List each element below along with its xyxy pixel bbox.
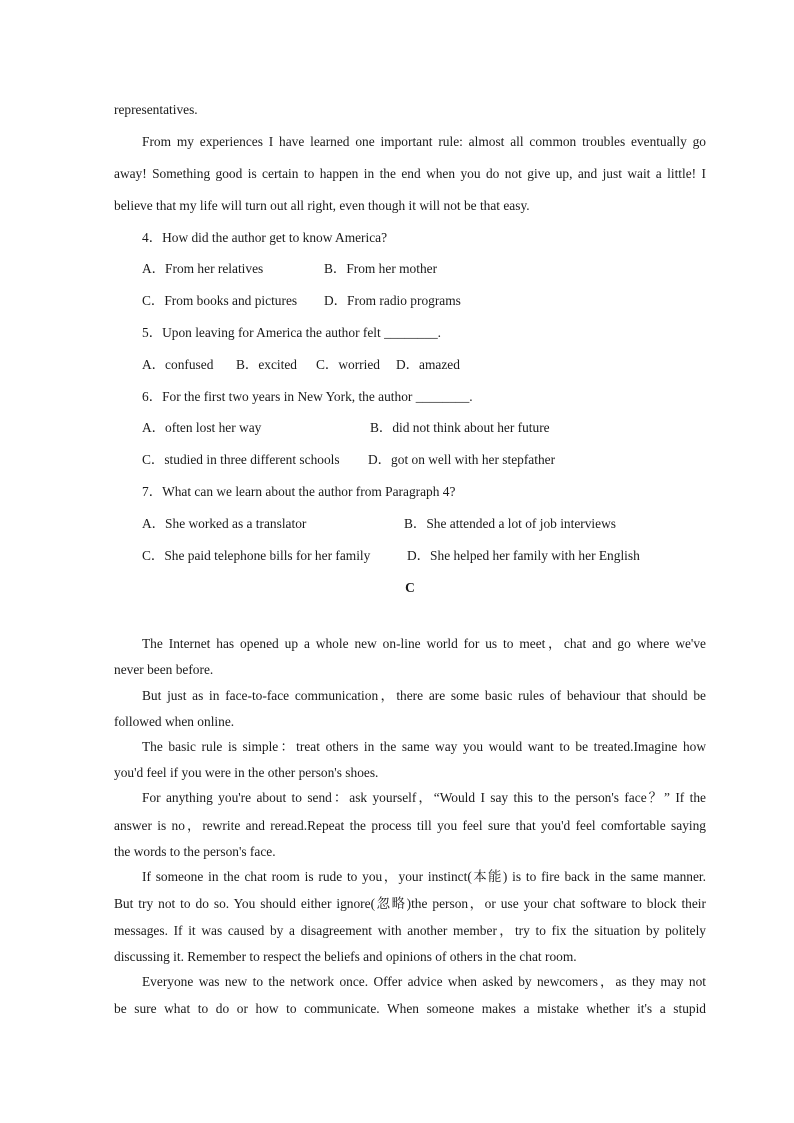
question-6-stem: 6．For the first two years in New York, the author ________. — [142, 389, 473, 404]
section-c-line-2: never been before. — [114, 662, 214, 677]
question-5-stem: 5．Upon leaving for America the author felt ________. — [142, 325, 441, 340]
section-c-line-3: But just as in face-to-face communication，there are some basic rules of behaviour that should be — [142, 688, 706, 703]
section-c-line-13: discussing it. Remember to respect the beliefs and opinions of others in the chat room. — [114, 949, 577, 964]
question-5-option-b: B．excited — [236, 357, 297, 372]
section-c-line-14: Everyone was new to the network once. Offer advice when asked by newcomers，as they may not — [142, 974, 706, 989]
section-c-line-8: answer is no，rewrite and reread.Repeat the process till you feel sure that you'd feel comfortable saying — [114, 818, 706, 833]
question-4-option-a: A．From her relatives — [142, 261, 264, 276]
section-c-line-12: messages. If it was caused by a disagreement with another member，try to fix the situation by politely — [114, 923, 706, 938]
question-7-option-a: A．She worked as a translator — [142, 516, 307, 531]
question-7-option-c: C．She paid telephone bills for her family — [142, 548, 371, 563]
question-7-stem: 7．What can we learn about the author from Paragraph 4? — [142, 484, 456, 499]
question-6-option-d: D．got on well with her stepfather — [368, 452, 556, 467]
question-6-option-a: A．often lost her way — [142, 420, 262, 435]
section-c-line-15: be sure what to do or how to communicate. When someone makes a mistake whether it's a stupid — [114, 1001, 706, 1016]
section-c-line-5: The basic rule is simple：treat others in the same way you would want to be treated.Imagine how — [142, 739, 706, 754]
question-7-option-d: D．She helped her family with her English — [407, 548, 640, 563]
passage-b-line-3: away! Something good is certain to happen in the end when you do not give up, and just wait a little! I — [114, 166, 706, 181]
section-c-line-1: The Internet has opened up a whole new on-line world for us to meet，chat and go where we've — [142, 636, 706, 651]
section-c-line-7: For anything you're about to send：ask yourself，“Would I say this to the person's face？” If the — [142, 790, 706, 805]
section-c-line-10: If someone in the chat room is rude to you，your instinct(本能) is to fire back in the same manner. — [142, 869, 706, 884]
question-6-option-b: B．did not think about her future — [370, 420, 550, 435]
section-c-line-4: followed when online. — [114, 714, 235, 729]
section-c-line-11: But try not to do so. You should either ignore(忽略)the person，or use your chat software to block their — [114, 896, 706, 911]
section-c-heading: C — [405, 580, 415, 595]
question-4-option-b: B．From her mother — [324, 261, 438, 276]
section-c-line-9: the words to the person's face. — [114, 844, 276, 859]
passage-b-line-4: believe that my life will turn out all right, even though it will not be that easy. — [114, 198, 530, 213]
question-4-option-c: C．From books and pictures — [142, 293, 298, 308]
question-7-option-b: B．She attended a lot of job interviews — [404, 516, 616, 531]
passage-b-line-2: From my experiences I have learned one important rule: almost all common troubles eventually go — [142, 134, 706, 149]
question-4-option-d: D．From radio programs — [324, 293, 461, 308]
passage-b-line-1: representatives. — [114, 102, 198, 117]
question-5-option-a: A．confused — [142, 357, 214, 372]
question-4-stem: 4．How did the author get to know America? — [142, 230, 388, 245]
section-c-line-6: you'd feel if you were in the other person's shoes. — [114, 765, 379, 780]
question-5-option-c: C．worried — [316, 357, 380, 372]
question-5-option-d: D．amazed — [396, 357, 460, 372]
question-6-option-c: C．studied in three different schools — [142, 452, 340, 467]
